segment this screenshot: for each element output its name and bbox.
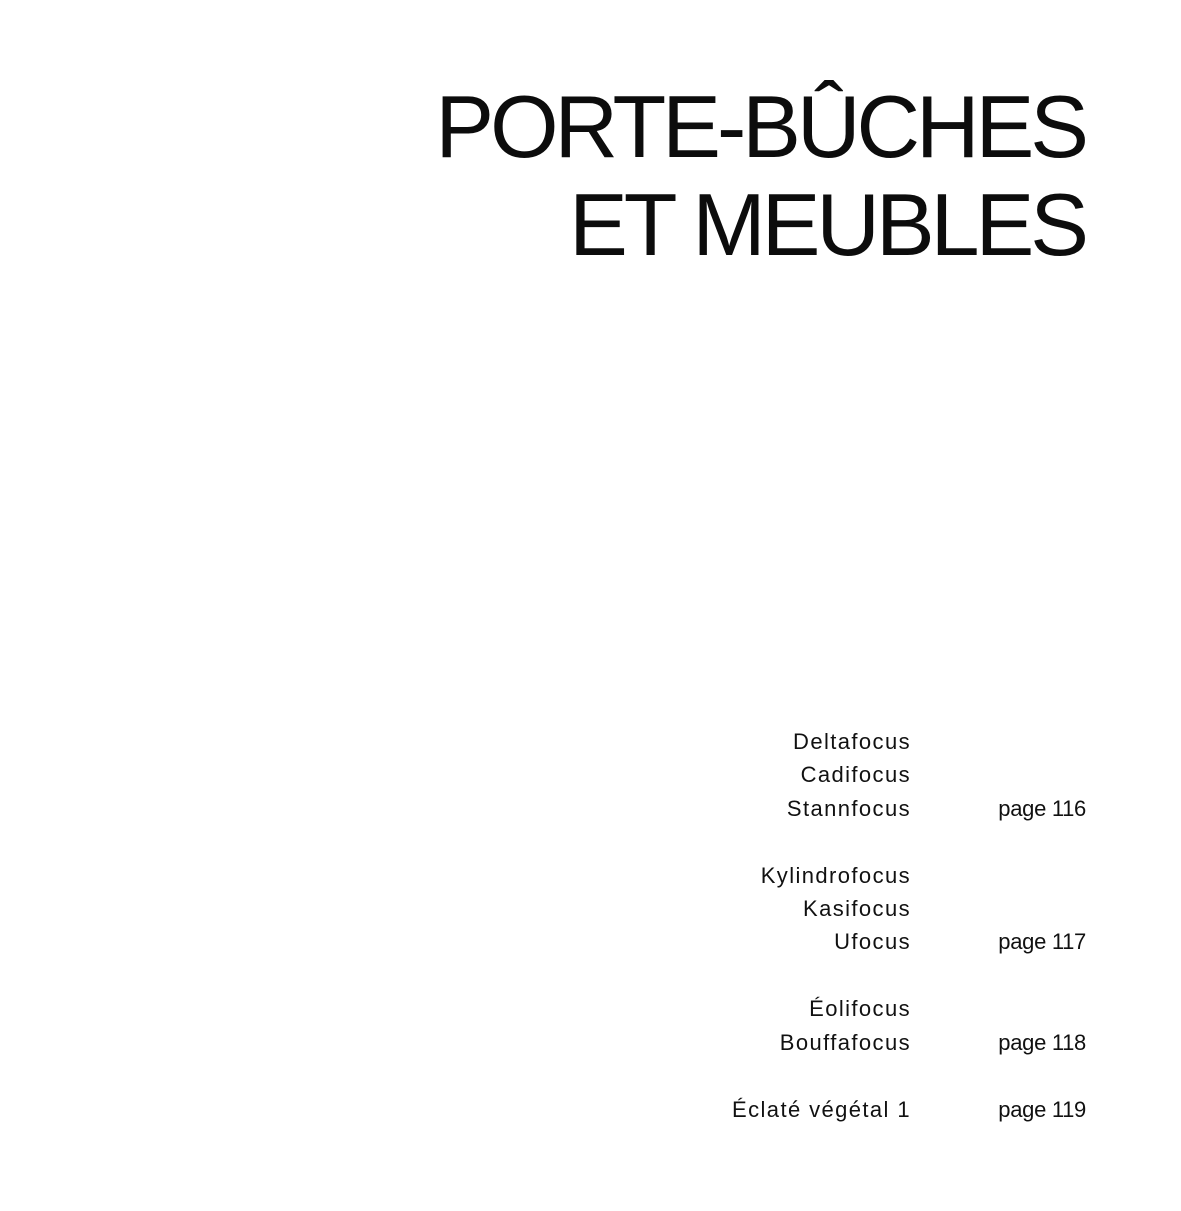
toc-page-reference: page 116 — [998, 795, 1086, 821]
toc-group — [0, 725, 1181, 825]
table-of-contents — [0, 725, 1181, 1160]
toc-page-reference: page 117 — [998, 929, 1086, 955]
toc-group — [0, 1093, 1181, 1126]
toc-row — [0, 925, 1181, 958]
toc-row — [0, 992, 1181, 1025]
toc-row — [0, 792, 1181, 825]
toc-row — [0, 725, 1181, 758]
toc-item-name: Cadifocus — [800, 762, 911, 788]
page-title-line-2: ET MEUBLES — [569, 175, 1085, 274]
toc-item-name: Kylindrofocus — [760, 862, 911, 888]
toc-item-name: Ufocus — [834, 929, 911, 955]
toc-page-reference: page 118 — [998, 1029, 1086, 1055]
toc-item-name: Kasifocus — [803, 896, 911, 922]
page-title — [435, 78, 1085, 274]
toc-item-name: Éolifocus — [809, 996, 911, 1022]
toc-item-name: Bouffafocus — [779, 1029, 911, 1055]
toc-item-name: Deltafocus — [793, 729, 911, 754]
toc-group — [0, 859, 1181, 959]
toc-page-reference: page 119 — [998, 1096, 1086, 1122]
toc-row — [0, 1093, 1181, 1126]
page-title-line-1: PORTE-BÛCHES — [435, 77, 1085, 176]
toc-row — [0, 892, 1181, 925]
toc-row — [0, 859, 1181, 892]
toc-item-name: Éclaté végétal 1 — [732, 1096, 911, 1122]
toc-item-name: Stannfocus — [786, 795, 911, 821]
toc-row — [0, 1026, 1181, 1059]
toc-row — [0, 758, 1181, 791]
toc-group — [0, 992, 1181, 1059]
